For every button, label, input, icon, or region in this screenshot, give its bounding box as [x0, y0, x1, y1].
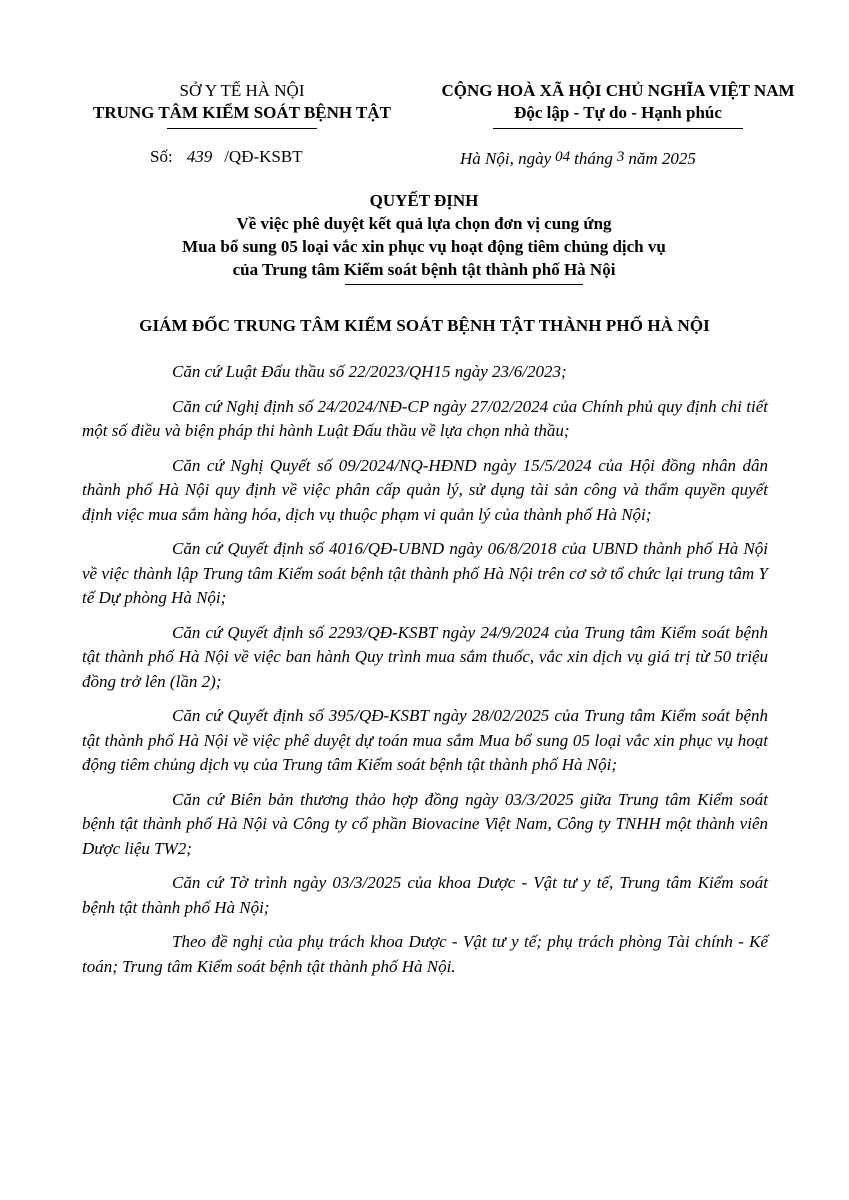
decision-subject-line-2: Mua bổ sung 05 loại vắc xin phục vụ hoạt động tiêm chủng dịch vụ [182, 237, 666, 256]
doc-number-value: 439 [186, 147, 213, 166]
date-day: 04 [555, 149, 571, 165]
legal-basis-paragraph: Căn cứ Quyết định số 4016/QĐ-UBND ngày 06/8/2018 của UBND thành phố Hà Nội về việc thành lập Trung tâm Kiểm soát bệnh tật thành phố Hà Nội trên cơ sở tổ chức lại trung tâm Y tế Dự phòng Hà Nội; [82, 539, 768, 607]
decision-heading: QUYẾT ĐỊNH [369, 191, 479, 210]
legal-basis-paragraph: Căn cứ Nghị Quyết số 09/2024/NQ-HĐND ngày 15/5/2024 của Hội đồng nhân dân thành phố Hà Nội quy định về việc phân cấp quản lý, sử dụng tài sản công và thẩm quyền quyết định việc mua sắm hàng hóa, dịch vụ thuộc phạm vi quản lý của thành phố Hà Nội; [82, 455, 768, 524]
agency-underline [167, 128, 317, 129]
legal-basis-paragraph: Căn cứ Quyết định số 2293/QĐ-KSBT ngày 24/9/2024 của Trung tâm Kiểm soát bệnh tật thành phố Hà Nội về việc ban hành Quy trình mua sắm thuốc, vắc xin dịch vụ giá trị từ 50 triệu đồng trở lên (lần 2); [82, 622, 768, 691]
legal-basis-paragraph: Theo đề nghị của phụ trách khoa Dược - Vật tư y tế; phụ trách phòng Tài chính - Kế toán; Trung tâm Kiểm soát bệnh tật thành phố Hà Nội. [82, 932, 768, 976]
agency-header [72, 80, 412, 129]
legal-basis-paragraph: Căn cứ Quyết định số 395/QĐ-KSBT ngày 28/02/2025 của Trung tâm Kiểm soát bệnh tật thành phố Hà Nội về việc phê duyệt dự toán mua sắm Mua bổ sung 05 loại vắc xin phục vụ hoạt động tiêm chủng dịch vụ của Trung tâm Kiểm soát bệnh tật thành phố Hà Nội; [82, 706, 768, 774]
agency-parent: SỞ Y TẾ HÀ NỘI [179, 81, 305, 100]
doc-number-suffix: /QĐ-KSBT [224, 147, 303, 166]
motto-underline [493, 128, 743, 129]
country-name: CỘNG HOÀ XÃ HỘI CHỦ NGHĨA VIỆT NAM [441, 81, 795, 100]
director-title: GIÁM ĐỐC TRUNG TÂM KIỂM SOÁT BỆNH TẬT THÀNH PHỐ HÀ NỘI [139, 316, 710, 335]
national-motto: Độc lập - Tự do - Hạnh phúc [514, 103, 722, 122]
national-header [408, 80, 828, 129]
decision-subject-line-3: của Trung tâm Kiểm soát bệnh tật thành phố Hà Nội [232, 260, 616, 279]
legal-bases [82, 360, 768, 989]
document-number [150, 146, 303, 168]
legal-basis-paragraph: Căn cứ Nghị định số 24/2024/NĐ-CP ngày 27/02/2024 của Chính phủ quy định chi tiết một số điều và biện pháp thi hành Luật Đấu thầu về lựa chọn nhà thầu; [82, 396, 768, 440]
date-month-label: tháng [574, 149, 613, 168]
doc-number-label: Số: [150, 147, 173, 166]
legal-basis-paragraph: Căn cứ Biên bản thương thảo hợp đồng ngày 03/3/2025 giữa Trung tâm Kiểm soát bệnh tật thành phố Hà Nội và Công ty cổ phần Biovacine Việt Nam, Công ty TNHH một thành viên Dược liệu TW2; [82, 789, 768, 858]
decision-title [60, 189, 788, 285]
date-place: Hà Nội, ngày [460, 149, 552, 168]
title-underline [345, 284, 583, 285]
decision-subject-line-1: Về việc phê duyệt kết quả lựa chọn đơn vị cung ứng [236, 214, 612, 233]
agency-name: TRUNG TÂM KIỂM SOÁT BỆNH TẬT [92, 103, 392, 122]
legal-basis-paragraph: Căn cứ Tờ trình ngày 03/3/2025 của khoa Dược - Vật tư y tế, Trung tâm Kiểm soát bệnh tật thành phố Hà Nội; [82, 873, 768, 917]
document-date [460, 148, 780, 171]
legal-basis-paragraph: Căn cứ Luật Đấu thầu số 22/2023/QH15 ngày 23/6/2023; [172, 362, 567, 381]
date-month: 3 [616, 149, 625, 165]
date-year: năm 2025 [628, 149, 696, 168]
